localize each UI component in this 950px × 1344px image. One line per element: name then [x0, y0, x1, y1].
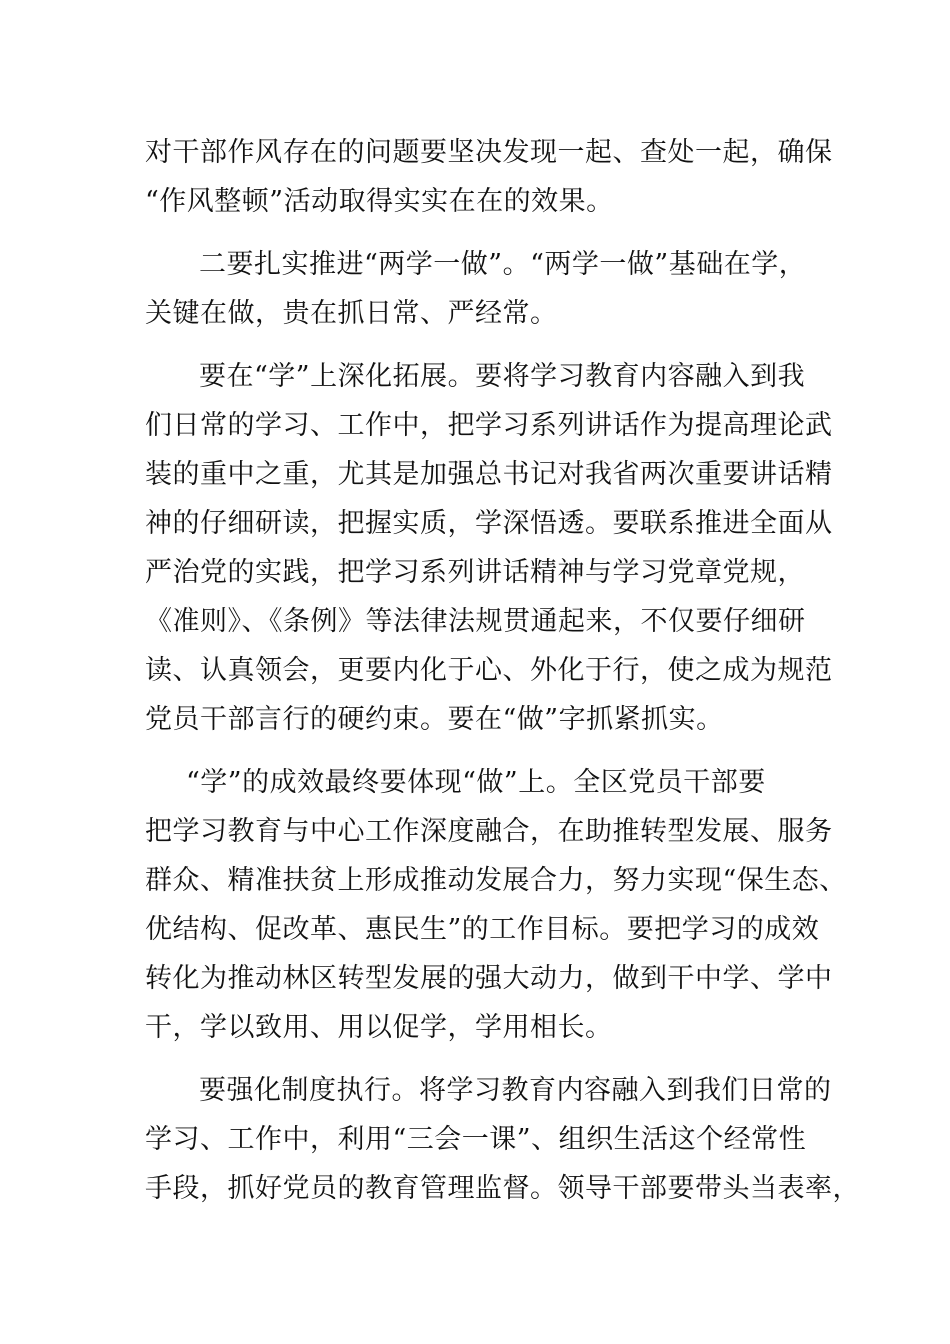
text-line: 关键在做，贵在抓日常、严经常。: [145, 298, 558, 329]
text-line: 严治党的实践，把学习系列讲话精神与学习党章党规，: [145, 557, 805, 588]
text-line: 们日常的学习、工作中，把学习系列讲话作为提高理论武: [145, 410, 833, 441]
text-line: 《准则》、《条例》等法律法规贯通起来，不仅要仔细研: [145, 606, 806, 637]
text-line: 优结构、促改革、惠民生”的工作目标。要把学习的成效: [145, 914, 820, 945]
text-line: 党员干部言行的硬约束。要在“做”字抓紧抓实。: [145, 704, 724, 735]
paragraph-start-line: 要强化制度执行。将学习教育内容融入到我们日常的: [199, 1075, 832, 1106]
text-line: 装的重中之重，尤其是加强总书记对我省两次重要讲话精: [145, 459, 833, 490]
text-line: 干，学以致用、用以促学，学用相长。: [145, 1012, 613, 1043]
text-line: 群众、精准扶贫上形成推动发展合力，努力实现“保生态、: [145, 865, 847, 896]
text-line: 对干部作风存在的问题要坚决发现一起、查处一起，确保: [145, 137, 833, 168]
text-line: 神的仔细研读，把握实质，学深悟透。要联系推进全面从: [145, 508, 833, 539]
text-line: “作风整顿”活动取得实实在在的效果。: [145, 186, 614, 217]
text-line: 手段，抓好党员的教育管理监督。领导干部要带头当表率，: [145, 1173, 860, 1204]
paragraph-start-line: 二要扎实推进“两学一做”。“两学一做”基础在学，: [199, 249, 807, 280]
paragraph-start-line: “学”的成效最终要体现“做”上。全区党员干部要: [186, 767, 766, 798]
text-line: 读、认真领会，更要内化于心、外化于行，使之成为规范: [145, 655, 833, 686]
text-line: 转化为推动林区转型发展的强大动力，做到干中学、学中: [145, 963, 833, 994]
paragraph-start-line: 要在“学”上深化拓展。要将学习教育内容融入到我: [199, 361, 806, 392]
text-line: 学习、工作中，利用“三会一课”、组织生活这个经常性: [145, 1124, 807, 1155]
text-line: 把学习教育与中心工作深度融合，在助推转型发展、服务: [145, 816, 833, 847]
